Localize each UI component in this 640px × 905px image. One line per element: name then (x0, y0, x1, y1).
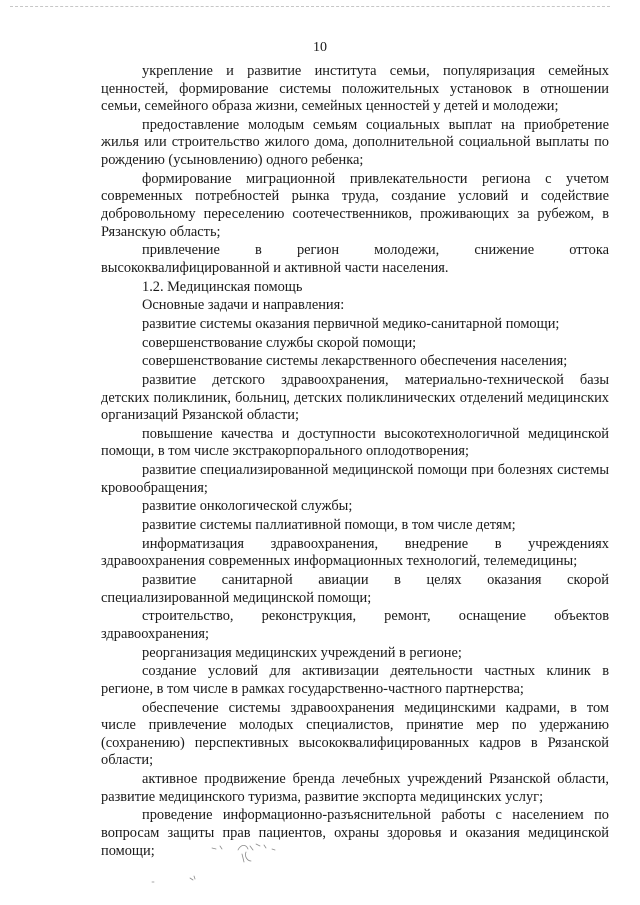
list-item: развитие онкологической службы; (142, 498, 353, 515)
paragraph: укрепление и развитие института семьи, популяризация семейных ценностей, формирование системы положительных установок в отношении семьи, семейного образа жизни, семейных ценностей у детей и молодежи; (101, 63, 609, 115)
page-number: 10 (313, 40, 327, 55)
scan-edge-line (10, 6, 610, 7)
list-item: развитие системы оказания первичной медико-санитарной помощи; (142, 315, 560, 332)
paragraph: Основные задачи и направления: (142, 297, 345, 314)
list-item: развитие специализированной медицинской помощи при болезнях системы кровообращения; (101, 462, 609, 496)
list-item: информатизация здравоохранения, внедрение в учреждениях здравоохранения современных информационных технологий, телемедицины; (101, 535, 609, 570)
list-item: совершенствование системы лекарственного обеспечения населения; (142, 353, 568, 370)
list-item: развитие системы паллиативной помощи, в том числе детям; (142, 517, 516, 534)
list-item: развитие санитарной авиации в целях оказания скорой специализированной медицинской помощи; (101, 572, 609, 606)
list-item: совершенствование службы скорой помощи; (142, 334, 417, 351)
document-body (101, 63, 609, 861)
list-item: реорганизация медицинских учреждений в регионе; (142, 644, 462, 661)
paragraph: формирование миграционной привлекательности региона с учетом современных потребностей рынка труда, создание условий и содействие добровольному переселению соотечественников, проживающих за рубежом, в Рязанскую область; (101, 170, 609, 240)
list-item: повышение качества и доступности высокотехнологичной медицинской помощи, в том числе экстракорпорального оплодотворения; (101, 425, 609, 460)
scan-artifact-marks (150, 840, 350, 890)
paragraph: привлечение в регион молодежи, снижение оттока высококвалифицированной и активной части населения. (101, 242, 609, 276)
list-item: создание условий для активизации деятельности частных клиник в регионе, в том числе в рамках государственно-частного партнерства; (101, 663, 609, 697)
list-item: активное продвижение бренда лечебных учреждений Рязанской области, развитие медицинского туризма, развитие экспорта медицинских услуг; (101, 771, 609, 805)
list-item: развитие детского здравоохранения, материально-технической базы детских поликлиник, больниц, детских поликлинических отделений медицинских организаций Рязанской области; (101, 371, 609, 424)
section-heading: 1.2. Медицинская помощь (142, 278, 303, 295)
paragraph: предоставление молодым семьям социальных выплат на приобретение жилья или строительство жилого дома, дополнительной социальной выплаты по рождению (усыновлению) одного ребенка; (101, 116, 609, 169)
list-item: обеспечение системы здравоохранения медицинскими кадрами, в том числе привлечение молодых специалистов, принятие мер по удержанию (сохранению) перспективных высококвалифицированных кадров в Рязанской области; (101, 699, 609, 769)
list-item: строительство, реконструкция, ремонт, оснащение объектов здравоохранения; (101, 608, 609, 642)
list-item: проведение информационно-разъяснительной работы с населением по вопросам защиты прав пациентов, охраны здоровья и оказания медицинской помощи; (101, 807, 609, 859)
